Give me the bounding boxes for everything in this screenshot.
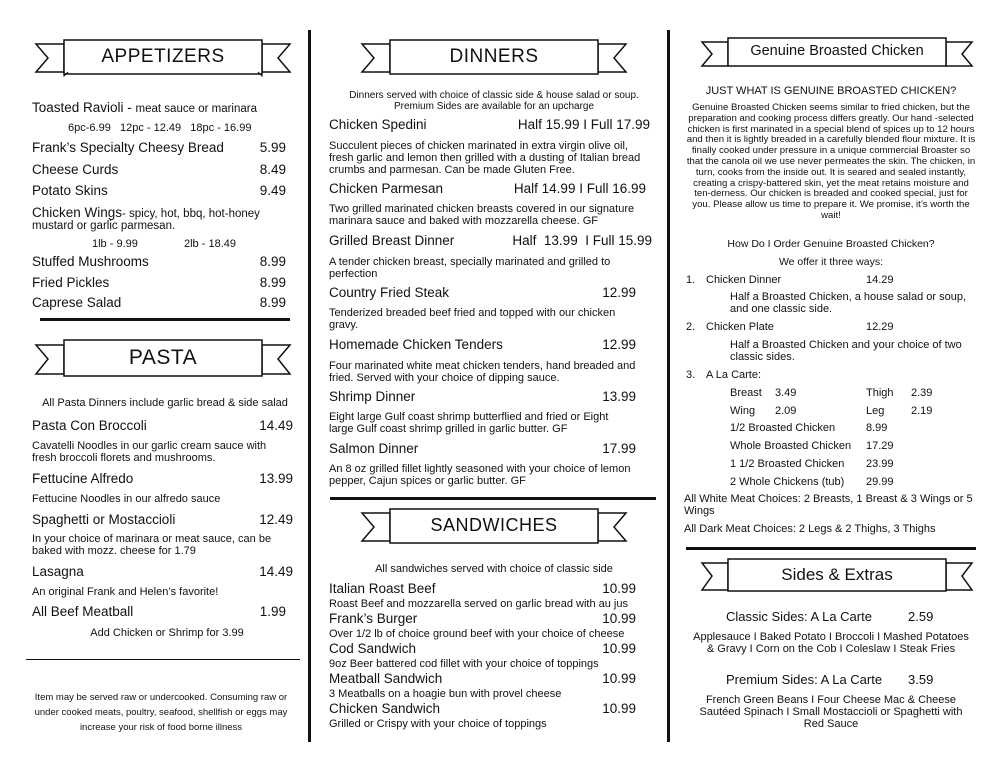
menu-item-country-fried-steak: Country Fried Steak [329,285,450,300]
menu-item-chicken-spedini: Chicken Spedini [329,117,427,132]
broasted-title: Genuine Broasted Chicken [750,43,924,59]
menu-item-fried-pickles: Fried Pickles [32,275,110,290]
item-desc: A tender chicken breast, specially marinated and grilled to perfection [329,256,611,280]
premium-sides-label: Premium Sides: A La Carte [726,672,883,687]
menu-item-chicken-wings [32,205,260,220]
option-desc: Half a Broasted Chicken, a house salad or soup, and one classic side. [730,291,967,315]
menu-item-italian-roast-beef: Italian Roast Beef [329,581,436,596]
menu-item-meatball: All Beef Meatball [32,604,134,619]
price: 8.99 [866,422,888,434]
menu-item-salmon-dinner: Salmon Dinner [329,441,419,456]
menu-item-meatball-sandwich: Meatball Sandwich [329,671,443,686]
column-divider-1 [308,30,311,742]
price: Half 14.99 I Full 16.99 [513,181,646,196]
price: 10.99 [602,581,636,596]
item-note: meat sauce or marinara [135,103,257,115]
pasta-title: PASTA [128,346,198,369]
divider-dinners [330,497,656,500]
menu-item-franks-burger: Frank’s Burger [329,611,418,626]
menu-item-lasagna: Lasagna [32,564,84,579]
pasta-banner [34,338,292,380]
item-name: Toasted Ravioli - [32,100,136,115]
sandwiches-banner [360,507,628,547]
item-desc: Add Chicken or Shrimp for 3.99 [90,627,244,639]
broasted-ways: We offer it three ways: [778,256,884,268]
combo-two-whole: 2 Whole Chickens (tub) [730,476,845,488]
alc-wing: Wing [730,405,756,417]
appetizers-banner [34,38,292,78]
price: 14.29 [866,274,894,286]
option-a-la-carte: A La Carte: [706,369,762,381]
sides-banner [700,557,974,595]
item-name: Chicken Wings [32,205,123,220]
option-chicken-plate: Chicken Plate [706,321,774,333]
alc-thigh: Thigh [866,387,894,399]
price: 14.49 [259,564,293,579]
price: 13.99 [259,471,293,486]
price: 8.99 [259,275,286,290]
item-desc: Eight large Gulf coast shrimp butterflied and fried or Eight large Gulf coast shrimp grilled in garlic butter. GF [329,411,609,435]
combo-one-half: 1 1/2 Broasted Chicken [730,458,845,470]
price: 2.59 [908,609,934,624]
price: 17.29 [866,440,894,452]
white-meat-choices: All White Meat Choices: 2 Breasts, 1 Breast & 3 Wings or 5 Wings [684,493,973,517]
item-desc: 3 Meatballs on a hoagie bun with provel cheese [329,688,562,700]
menu-item-stuffed-mushrooms: Stuffed Mushrooms [32,254,149,269]
price: Half 15.99 I Full 17.99 [517,117,650,132]
item-desc: In your choice of marinara or meat sauce, can be baked with mozz. cheese for 1.79 [32,533,272,557]
price: 3.59 [908,672,934,687]
classic-sides-label: Classic Sides: A La Carte [726,609,872,624]
price: 1.99 [259,604,286,619]
item-desc: Cavatelli Noodles in our garlic cream sauce with fresh broccoli florets and mushrooms. [32,440,267,464]
classic-sides-list: Applesauce I Baked Potato I Broccoli I Mashed Potatoes & Gravy I Corn on the Cob I Coleslaw I Steak Fries [693,631,969,655]
item-desc: Over 1/2 lb of choice ground beef with your choice of cheese [329,628,625,640]
sandwiches-subtitle: All sandwiches served with choice of classic side [375,563,613,575]
price: 10.99 [602,701,636,716]
item-desc: 9oz Beer battered cod fillet with your choice of toppings [329,658,599,670]
combo-half: 1/2 Broasted Chicken [730,422,836,434]
menu-item-toasted-ravioli [32,100,257,115]
menu-item-potato-skins: Potato Skins [32,183,108,198]
price: 8.99 [259,254,286,269]
combo-whole: Whole Broasted Chicken [730,440,852,452]
disclaimer: Item may be served raw or undercooked. Consuming raw or under cooked meats, poultry, seafood, shellfish or eggs may increase your risk of food borne illness [34,692,288,733]
broasted-question: JUST WHAT IS GENUINE BROASTED CHICKEN? [705,85,957,97]
broasted-how: How Do I Order Genuine Broasted Chicken? [727,238,935,250]
alc-leg: Leg [866,405,885,417]
menu-item-chicken-parmesan: Chicken Parmesan [329,181,444,196]
option-chicken-dinner: Chicken Dinner [706,274,782,286]
menu-item-chicken-sandwich: Chicken Sandwich [329,701,441,716]
price: 2.19 [911,405,933,417]
price: 2.09 [775,405,797,417]
price: 14.49 [259,418,293,433]
price: 8.99 [259,295,286,310]
item-desc: Tenderized breaded beef fried and topped with our chicken gravy. [329,307,616,331]
price: 10.99 [602,641,636,656]
item-desc: Roast Beef and mozzarella served on garlic bread with au jus [329,598,628,610]
price: 12.29 [866,321,894,333]
price: 9.49 [259,183,286,198]
broasted-intro: Genuine Broasted Chicken seems similar to fried chicken, but the preparation and cooking process differs greatly. Our hand -selected chicken is first marinated in a special blend of spices up to 12 hours and then it is lightly breaded in a carefully blended flour mixture. It is finally cooked under pressure in a unique commercial Broaster so that the canola oil we use never permeates the skin. The chicken, in turn, cooks from the inside out. It is seared and sealed instantly, creating a crispy-battered skin, yet the meat retains moisture and ten-derness. Our chicken is breaded and cooked special, just for you. Please allow us time to prepare it. We promise, it’s worth the wait! [686,102,976,221]
wings-size-2: 2lb - 18.49 [184,238,236,250]
wings-note: mustard or garlic parmesan. [32,220,176,232]
dinners-banner [360,38,628,78]
divider-broasted [686,547,976,550]
item-desc: Two grilled marinated chicken breasts covered in our signature marinara sauce and baked with mozzarella cheese. GF [329,203,635,227]
item-desc: Fettucine Noodles in our alfredo sauce [32,493,221,505]
price: 12.99 [602,285,636,300]
menu-item-shrimp-dinner: Shrimp Dinner [329,389,416,404]
price: 3.49 [775,387,797,399]
item-desc: Succulent pieces of chicken marinated in extra virgin olive oil, fresh garlic and lemon then grilled with a dusting of Italian bread crumbs and parmesan. Can be made Gluten Free. [329,140,641,176]
menu-item-caprese-salad: Caprese Salad [32,295,122,310]
item-desc: Grilled or Crispy with your choice of toppings [329,718,547,730]
broasted-banner [700,36,974,70]
premium-sides-list: French Green Beans I Four Cheese Mac & Cheese Sautéed Spinach I Small Mostaccioli or Spaghetti with Red Sauce [699,694,963,730]
price: 10.99 [602,611,636,626]
price: 29.99 [866,476,894,488]
appetizers-title: APPETIZERS [101,46,225,67]
ravioli-sizes: 6pc-6.99 12pc - 12.49 18pc - 16.99 [68,122,252,134]
item-note: - spicy, hot, bbq, hot-honey [122,208,260,220]
pasta-subtitle: All Pasta Dinners include garlic bread & side salad [42,397,288,409]
menu-item-pasta-con-broccoli: Pasta Con Broccoli [32,418,147,433]
alc-breast: Breast [730,387,762,399]
dinners-title: DINNERS [449,46,539,67]
item-desc: An 8 oz grilled fillet lightly seasoned with your choice of lemon pepper, Cajun spices or garlic butter. GF [329,463,631,487]
menu-item-cheesy-bread: Frank’s Specialty Cheesy Bread [32,140,224,155]
divider-appetizers [40,318,290,321]
price: 5.99 [259,140,286,155]
price: 17.99 [602,441,636,456]
price: 2.39 [911,387,933,399]
dark-meat-choices: All Dark Meat Choices: 2 Legs & 2 Thighs, 3 Thighs [684,523,936,535]
option-number: 1. [686,274,696,286]
option-number: 2. [686,321,696,333]
menu-item-chicken-tenders: Homemade Chicken Tenders [329,337,503,352]
option-number: 3. [686,369,696,381]
price: 8.49 [259,162,286,177]
dinners-subtitle: Dinners served with choice of classic side & house salad or soup. Premium Sides are available for an upcharge [349,90,639,112]
sides-title: Sides & Extras [781,565,893,584]
column-divider-2 [667,30,670,742]
sandwiches-title: SANDWICHES [430,515,558,535]
menu-item-cheese-curds: Cheese Curds [32,162,119,177]
item-desc: An original Frank and Helen’s favorite! [32,586,219,598]
option-desc: Half a Broasted Chicken and your choice of two classic sides. [730,339,962,363]
price: 10.99 [602,671,636,686]
menu-item-spaghetti: Spaghetti or Mostaccioli [32,512,176,527]
divider-disclaimer [26,659,300,660]
price: 12.99 [602,337,636,352]
menu-item-fettucine-alfredo: Fettucine Alfredo [32,471,134,486]
item-desc: Four marinated white meat chicken tenders, hand breaded and fried. Served with your choice of dipping sauce. [329,360,636,384]
price: 23.99 [866,458,894,470]
menu-item-cod-sandwich: Cod Sandwich [329,641,417,656]
menu-item-grilled-breast: Grilled Breast Dinner [329,233,455,248]
price: 12.49 [259,512,293,527]
price: 13.99 [602,389,636,404]
price: Half 13.99 I Full 15.99 [512,233,652,248]
wings-size-1: 1lb - 9.99 [92,238,138,250]
